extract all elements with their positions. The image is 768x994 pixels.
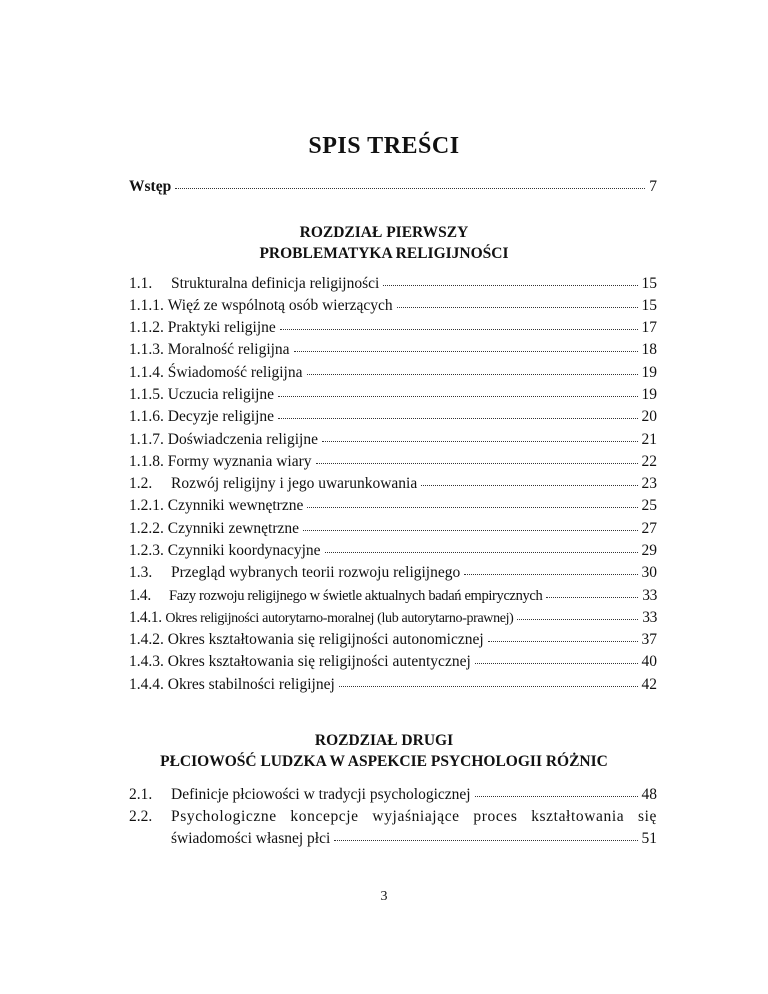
chapter-2-number: ROZDZIAŁ DRUGI (314, 732, 454, 749)
toc-entry-label: Praktyki religijne (167, 319, 276, 336)
toc-entry-page: 37 (641, 631, 657, 648)
toc-entry-number: 1.4.4. (129, 676, 164, 693)
dot-leader (307, 374, 638, 375)
toc-entry-number: 1.4.1. (129, 609, 162, 626)
dot-leader (339, 686, 638, 687)
toc-entry[interactable] (129, 542, 657, 564)
toc-entry[interactable] (129, 631, 657, 653)
toc-entry-number: 1.1.5. (129, 386, 164, 403)
toc-entry-number: 1.1.1. (129, 297, 164, 314)
toc-entry-label: Psychologiczne koncepcje wyjaśniające proces kształtowania się (171, 808, 657, 825)
toc-entry-page: 33 (642, 609, 657, 626)
toc-entry-page: 15 (641, 275, 657, 292)
toc-entry-label: Strukturalna definicja religijności (171, 275, 380, 292)
toc-entry-page: 33 (642, 587, 657, 604)
toc-entry[interactable] (129, 341, 657, 363)
toc-entry[interactable] (129, 786, 657, 808)
toc-entry-page: 19 (641, 364, 657, 381)
toc-entry-page: 21 (641, 431, 657, 448)
toc-entry-page: 19 (641, 386, 657, 403)
dot-leader (294, 351, 638, 352)
dot-leader (475, 663, 638, 664)
toc-entry-number: 1.2.2. (129, 520, 164, 537)
toc-entry-label: Okres kształtowania się religijności autonomicznej (167, 631, 484, 648)
toc-entry[interactable] (129, 587, 657, 609)
toc-entry-label: Okres stabilności religijnej (167, 676, 335, 693)
toc-entry[interactable] (129, 453, 657, 475)
toc-entry-page: 27 (641, 520, 657, 537)
toc-entry-label: Uczucia religijne (167, 386, 275, 403)
toc-entry-label: Czynniki wewnętrzne (167, 497, 304, 514)
toc-entry-label: Decyzje religijne (167, 408, 275, 425)
toc-entry-number: 1.4.3. (129, 653, 164, 670)
toc-entry-label-continued: świadomości własnej płci (171, 830, 331, 847)
toc-entry-number: 1.2. (129, 475, 153, 492)
toc-entry-label: Przegląd wybranych teorii rozwoju religijnego (171, 564, 461, 581)
toc-entry-page: 42 (641, 676, 657, 693)
toc-entry[interactable] (129, 475, 657, 497)
toc-entry-label: Moralność religijna (167, 341, 290, 358)
toc-entry[interactable] (129, 408, 657, 430)
toc-entry-page: 22 (641, 453, 657, 470)
dot-leader (280, 329, 638, 330)
dot-leader (546, 597, 638, 598)
dot-leader (325, 552, 638, 553)
toc-entry-number: 1.1.8. (129, 453, 164, 470)
toc-entry-label: Więź ze wspólnotą osób wierzących (167, 297, 393, 314)
dot-leader (278, 396, 637, 397)
toc-entry[interactable] (129, 364, 657, 386)
toc-entry-number: 2.2. (129, 808, 153, 825)
toc-entry-page: 7 (649, 178, 657, 195)
toc-entry-number: 2.1. (129, 786, 153, 803)
dot-leader (175, 188, 645, 189)
toc-entry-number: 1.2.1. (129, 497, 164, 514)
dot-leader (397, 307, 638, 308)
toc-entry-number: 1.4. (129, 587, 151, 604)
toc-entry[interactable] (129, 676, 657, 698)
toc-entry-label: Okres kształtowania się religijności autentycznej (167, 653, 471, 670)
toc-entry-label: Rozwój religijny i jego uwarunkowania (171, 475, 418, 492)
toc-entry-page: 17 (641, 319, 657, 336)
toc-entry-label: Świadomość religijna (167, 364, 303, 381)
toc-entry-page: 18 (641, 341, 657, 358)
toc-entry-number: 1.1.7. (129, 431, 164, 448)
dot-leader (334, 840, 637, 841)
dot-leader (307, 507, 637, 508)
toc-entry-page: 48 (641, 786, 657, 803)
dot-leader (383, 285, 637, 286)
toc-entry-number: 1.3. (129, 564, 153, 581)
dot-leader (278, 418, 637, 419)
toc-entry-label: Wstęp (129, 178, 172, 195)
toc-entry-page: 51 (641, 830, 657, 847)
toc-entry[interactable] (129, 297, 657, 319)
chapter-2-title: PŁCIOWOŚĆ LUDZKA W ASPEKCIE PSYCHOLOGII RÓŻNIC (160, 753, 608, 770)
toc-entry-label: Czynniki zewnętrzne (167, 520, 300, 537)
toc-entry-number: 1.1.3. (129, 341, 164, 358)
toc-entry[interactable] (129, 520, 657, 542)
toc-entry[interactable] (129, 497, 657, 519)
toc-entry-page: 15 (641, 297, 657, 314)
toc-entry-intro[interactable] (129, 178, 657, 200)
toc-entry[interactable] (129, 653, 657, 675)
toc-entry-page: 40 (641, 653, 657, 670)
chapter-1-number: ROZDZIAŁ PIERWSZY (299, 224, 469, 241)
toc-entry[interactable] (129, 431, 657, 453)
dot-leader (517, 619, 638, 620)
page-number: 3 (380, 889, 388, 904)
toc-entry-number: 1.4.2. (129, 631, 164, 648)
toc-entry-label: Czynniki koordynacyjne (167, 542, 321, 559)
page-title: SPIS TREŚCI (308, 133, 460, 159)
toc-entry-page: 30 (641, 564, 657, 581)
toc-entry-label: Definicje płciowości w tradycji psychologicznej (171, 786, 471, 803)
toc-entry-page: 25 (641, 497, 657, 514)
dot-leader (488, 641, 638, 642)
dot-leader (316, 463, 638, 464)
toc-entry-label: Fazy rozwoju religijnego w świetle aktualnych badań empirycznych (169, 588, 543, 604)
chapter-1-title: PROBLEMATYKA RELIGIJNOŚCI (259, 245, 509, 262)
dot-leader (303, 530, 637, 531)
toc-entry[interactable] (129, 609, 657, 631)
toc-entry[interactable] (129, 386, 657, 408)
toc-entry-continuation[interactable] (171, 830, 657, 852)
toc-entry[interactable] (129, 319, 657, 341)
dot-leader (464, 574, 637, 575)
dot-leader (322, 441, 638, 442)
chapter-1-heading (0, 222, 768, 264)
toc-entry-number: 1.1. (129, 275, 153, 292)
toc-entry[interactable] (129, 275, 657, 297)
toc-entry-number: 1.1.4. (129, 364, 164, 381)
toc-entry-number: 1.2.3. (129, 542, 164, 559)
toc-entry-page: 29 (641, 542, 657, 559)
toc-entry-label: Okres religijności autorytarno-moralnej (lub autorytarno-prawnej) (165, 611, 514, 626)
dot-leader (421, 485, 637, 486)
toc-entry[interactable] (129, 564, 657, 586)
toc-entry-multiline[interactable] (129, 808, 657, 826)
dot-leader (475, 796, 638, 797)
toc-entry-page: 20 (641, 408, 657, 425)
chapter-2-heading (0, 730, 768, 772)
toc-entry-number: 1.1.6. (129, 408, 164, 425)
toc-entry-page: 23 (641, 475, 657, 492)
toc-entry-label: Formy wyznania wiary (167, 453, 312, 470)
toc-entry-number: 1.1.2. (129, 319, 164, 336)
toc-entry-label: Doświadczenia religijne (167, 431, 318, 448)
